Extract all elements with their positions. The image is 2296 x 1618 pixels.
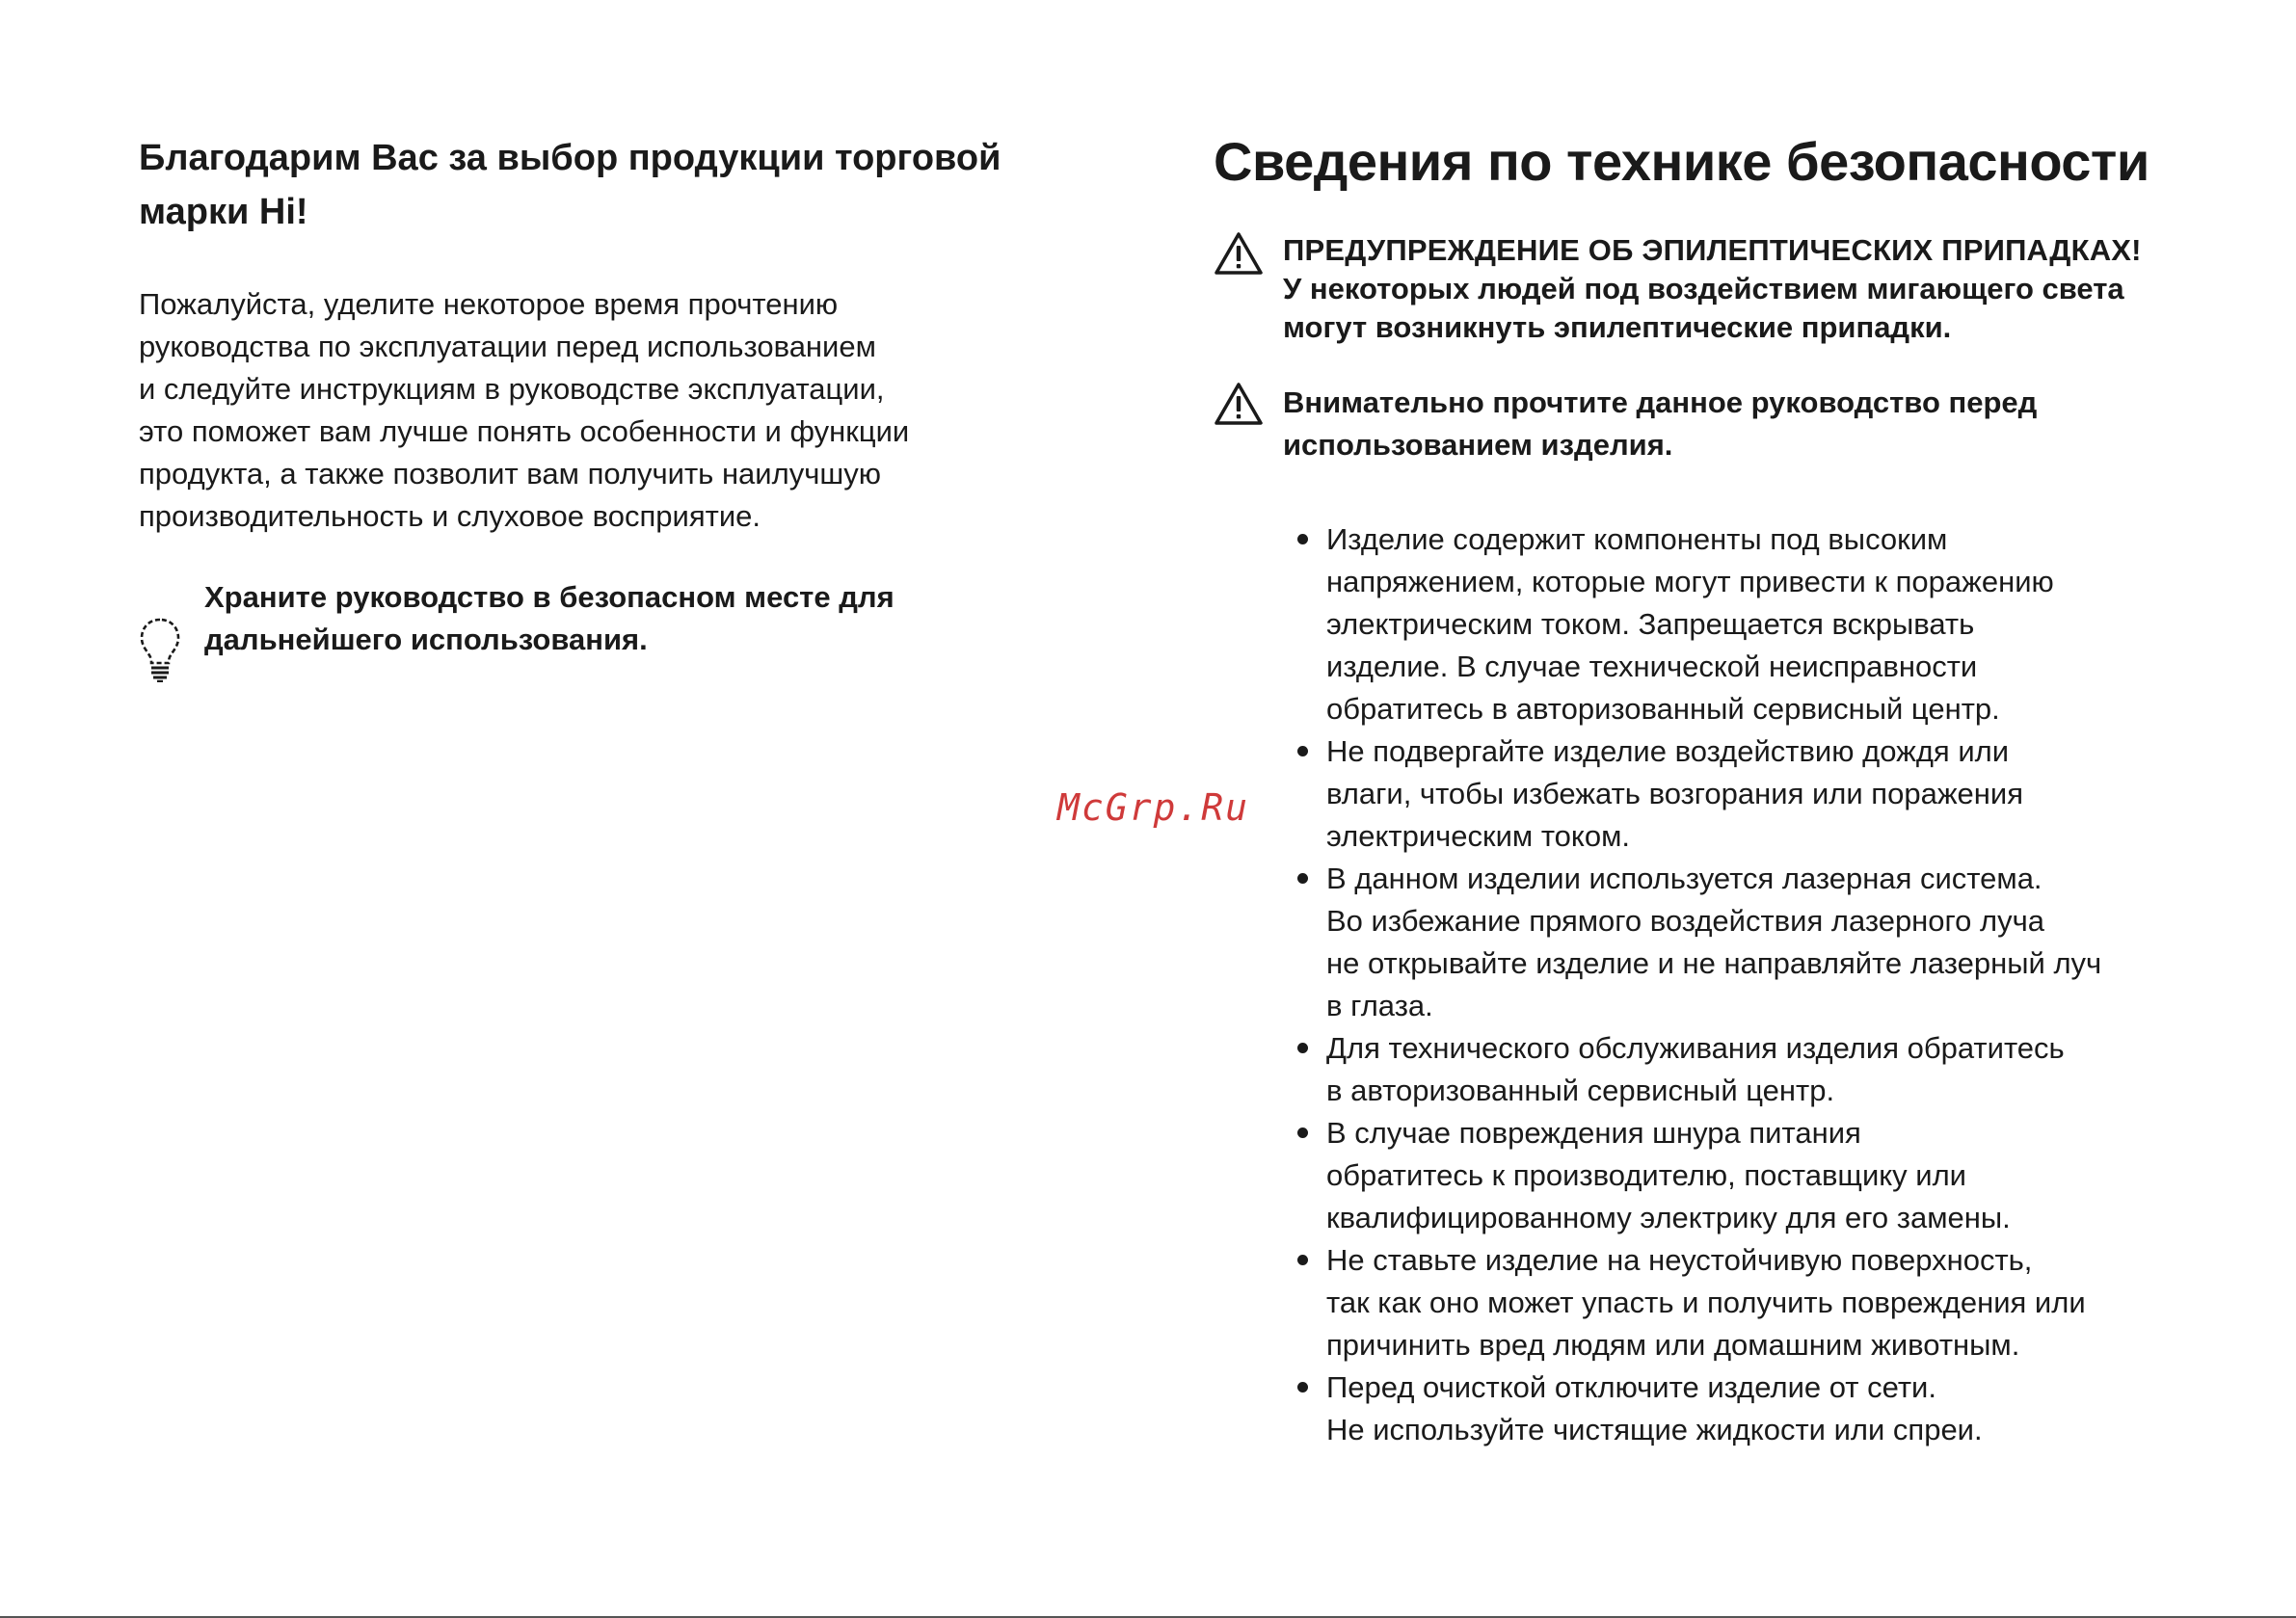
list-item: В случае повреждения шнура питания обратитесь к производителю, поставщику или квалифицированному электрику для его замены. xyxy=(1326,1112,2187,1239)
list-item: Перед очисткой отключите изделие от сети. Не используйте чистящие жидкости или спреи. xyxy=(1326,1366,2187,1451)
list-item: В данном изделии используется лазерная система. Во избежание прямого воздействия лазерного луча не открывайте изделие и не направляйте лазерный луч в глаза. xyxy=(1326,858,2187,1027)
list-item: Не ставьте изделие на неустойчивую поверхность, так как оно может упасть и получить повреждения или причинить вред людям или домашним животным. xyxy=(1326,1239,2187,1366)
list-item: Изделие содержит компоненты под высоким напряжением, которые могут привести к поражению электрическим током. Запрещается вскрывать изделие. В случае технической неисправности обратитесь в авторизованный сервисный центр. xyxy=(1326,518,2187,730)
warning-triangle-icon xyxy=(1214,382,1264,426)
tip-text: Храните руководство в безопасном месте для дальнейшего использования. xyxy=(204,580,894,656)
read-manual-warning-text: Внимательно прочтите данное руководство перед использованием изделия. xyxy=(1283,385,2038,462)
safety-section xyxy=(1214,125,2187,1451)
welcome-section xyxy=(139,131,1035,656)
read-manual-warning xyxy=(1214,382,2187,466)
list-item: Для технического обслуживания изделия обратитесь в авторизованный сервисный центр. xyxy=(1326,1027,2187,1112)
epilepsy-warning-body: У некоторых людей под воздействием мигающего света могут возникнуть эпилептические припадки. xyxy=(1283,272,2124,344)
intro-paragraph: Пожалуйста, уделите некоторое время прочтению руководства по эксплуатации перед использованием и следуйте инструкциям в руководстве эксплуатации, это поможет вам лучше понять особенности и функции продукта, а также позволит вам получить наилучшую производительность и слуховое восприятие. xyxy=(139,287,910,533)
epilepsy-warning-heading: ПРЕДУПРЕЖДЕНИЕ ОБ ЭПИЛЕПТИЧЕСКИХ ПРИПАДКАХ! xyxy=(1283,233,2142,267)
list-item: Не подвергайте изделие воздействию дождя или влаги, чтобы избежать возгорания или поражения электрическим током. xyxy=(1326,730,2187,858)
warning-triangle-icon xyxy=(1214,231,1264,276)
epilepsy-warning xyxy=(1214,231,2187,347)
safety-bullet-list xyxy=(1214,518,2187,1451)
welcome-title: Благодарим Вас за выбор продукции торговой марки Hi! xyxy=(139,138,1001,232)
keep-manual-tip xyxy=(139,576,1035,673)
watermark: McGrp.Ru xyxy=(1057,786,1250,829)
safety-title: Сведения по технике безопасности xyxy=(1214,131,2149,192)
lightbulb-icon xyxy=(139,617,181,682)
